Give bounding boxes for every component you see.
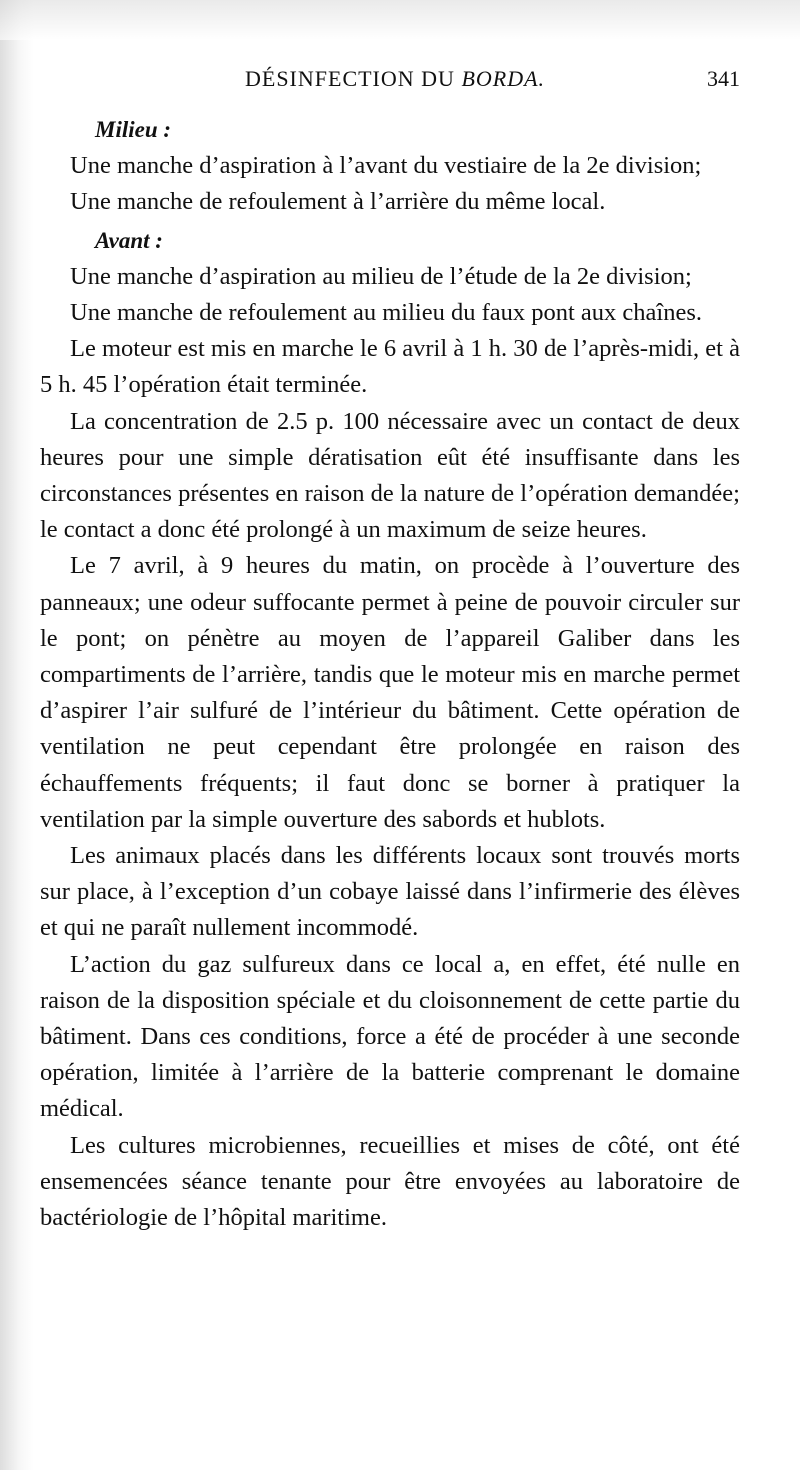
paragraph: Les animaux placés dans les différents locaux sont trouvés morts sur place, à l’exception d’un cobaye laissé dans l’infirmerie des élèves et qui ne paraît nullement incommodé. [40, 842, 740, 942]
paragraph: Une manche d’aspiration au milieu de l’étude de la 2e division; [70, 262, 692, 290]
paragraph: Les cultures microbiennes, recueillies et mises de côté, ont été ensemencées séance tenante pour être envoyées au laboratoire de bactériologie de l’hôpital maritime. [40, 1131, 740, 1232]
running-title [245, 66, 545, 92]
paragraph: Une manche d’aspiration à l’avant du vestiaire de la 2e division; [70, 152, 702, 180]
paragraph: La concentration de 2.5 p. 100 nécessaire avec un contact de deux heures pour une simple dératisation eût été insuffisante dans les circonstances présentes en raison de la nature de l’opération demandée; le contact a donc été prolongé à un maximum de seize heures. [40, 407, 740, 544]
paragraph: Le moteur est mis en marche le 6 avril à 1 h. 30 de l’après-midi, et à 5 h. 45 l’opération était terminée. [40, 335, 740, 399]
paragraph: L’action du gaz sulfureux dans ce local a, en effet, été nulle en raison de la disposition spéciale et du cloisonnement de cette partie du bâtiment. Dans ces conditions, force a été de procéder à une seconde opération, limitée à l’arrière de la batterie comprenant le domaine médical. [40, 950, 740, 1123]
running-title-prefix: DÉSINFECTION DU [245, 66, 462, 91]
paragraph: Le 7 avril, à 9 heures du matin, on procède à l’ouverture des panneaux; une odeur suffocante permet à peine de pouvoir circuler sur le pont; on pénètre au moyen de l’appareil Galiber dans les compartiments de l’arrière, tandis que le moteur mis en marche permet d’aspirer l’air sulfuré de l’intérieur du bâtiment. Cette opération de ventilation ne peut cependant être prolongée en raison des échauffements fréquents; il faut donc se borner à pratiquer la ventilation par la simple ouverture des sabords et hublots. [40, 552, 740, 833]
section-heading-milieu: Milieu : [95, 117, 172, 142]
scan-shadow-top [0, 0, 800, 40]
paragraph: Une manche de refoulement au milieu du faux pont aux chaînes. [70, 299, 703, 327]
paragraph: Une manche de refoulement à l’arrière du même local. [70, 188, 606, 216]
body-text [40, 112, 740, 1236]
section-heading-avant: Avant : [95, 227, 163, 253]
running-title-ship: BORDA. [461, 66, 546, 91]
scan-shadow-left [0, 0, 34, 1470]
running-head [40, 66, 740, 100]
page-number: 341 [707, 66, 740, 91]
